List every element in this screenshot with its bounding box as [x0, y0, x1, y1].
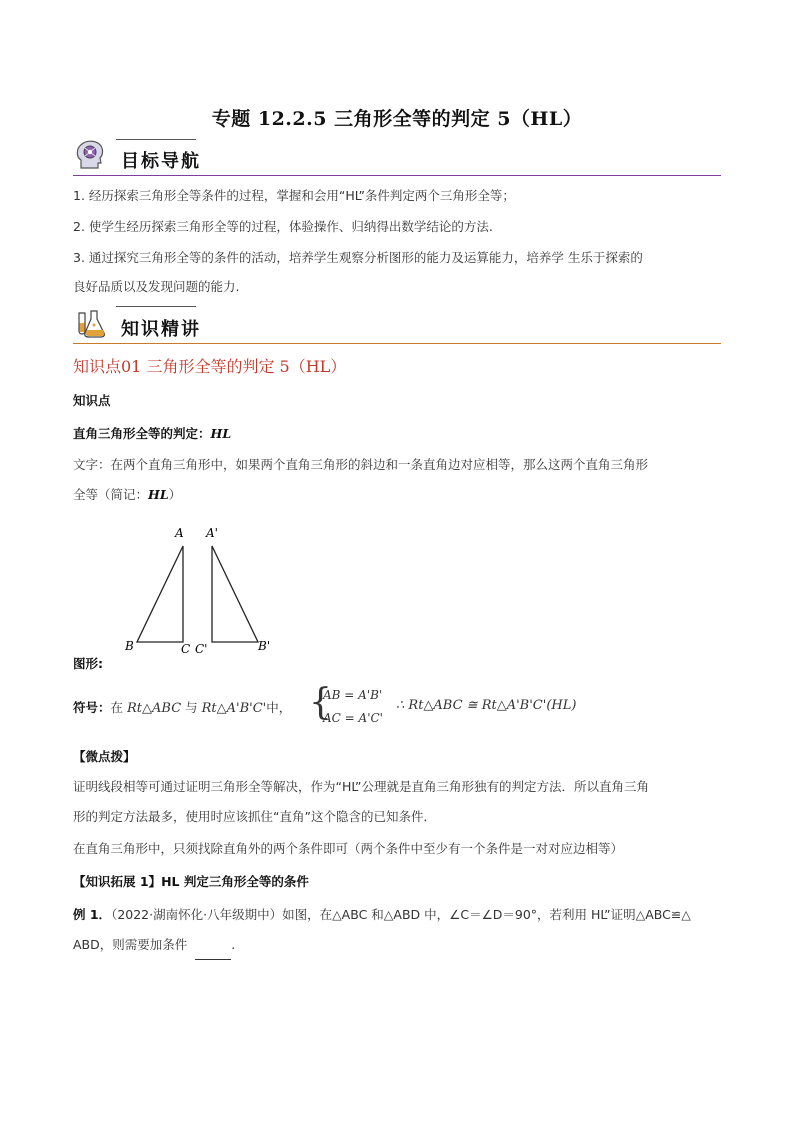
triangle-a2b2c2: [212, 546, 258, 642]
symbol-label: 符号：: [73, 700, 111, 715]
text-line-1: [73, 450, 723, 480]
tip-header: 【微点拨】: [73, 749, 136, 764]
triangles-figure: [115, 520, 295, 660]
triangle-1-name: Rt△ABC: [127, 701, 182, 716]
answer-blank[interactable]: [195, 947, 231, 960]
section-top-rule: [116, 306, 196, 307]
section-divider-knowledge: [73, 343, 721, 344]
section-title-knowledge: 知识精讲: [121, 319, 201, 340]
text-line2-suffix: ）: [168, 487, 182, 502]
rule-label: 直角三角形全等的判定：: [73, 426, 211, 441]
goal-item-2: 2. 使学生经历探索三角形全等的过程，体验操作、归纳得出数学结论的方法.: [73, 219, 493, 234]
tip-line-2: 形的判定方法最多，使用时应该抓住“直角”这个隐含的已知条件．: [73, 809, 436, 824]
text-body: 在两个直角三角形中，如果两个直角三角形的斜边和一条直角边对应相等，那么这两个直角三角形: [110, 457, 649, 472]
triangle-2-name: Rt△A'B'C': [201, 701, 267, 716]
page-title: 专题 12.2.5 三角形全等的判定 5（HL）: [211, 108, 583, 130]
tip-line-3: 在直角三角形中，只须找除直角外的两个条件即可（两个条件中至少有一个条件是一对对应边相等）: [73, 841, 624, 856]
system-brace: {: [309, 682, 332, 723]
extension-header: [73, 872, 309, 890]
example-label: 例 1．: [73, 907, 112, 922]
example-line-2: ABD，则需要加条件 .: [73, 930, 723, 960]
goal-item-1: 1. 经历探索三角形全等条件的过程，掌握和会用“HL”条件判定两个三角形全等；: [73, 188, 515, 203]
vertex-label-c: C: [181, 642, 191, 656]
example-text-1: （2022·湖南怀化·八年级期中）如图，在△ABC 和△ABD 中，∠C＝∠D＝90°，若利用 HL”证明△ABC≌△: [111, 907, 691, 922]
triangle-abc: [137, 546, 183, 642]
goal-item-3-cont: 良好品质以及发现问题的能力.: [73, 279, 240, 294]
brain-gear-icon: [73, 138, 107, 172]
symbol-line: [73, 698, 291, 716]
vertex-label-a-prime: A': [206, 526, 218, 540]
knowledge-subhead: 知识点: [73, 393, 111, 408]
text-line2-value: HL: [148, 487, 169, 502]
tip-line-1: 证明线段相等可通过证明三角形全等解决，作为“HL”公理就是直角三角形独有的判定方法．所以直角三角: [73, 779, 650, 794]
knowledge-point-title: 知识点01 三角形全等的判定 5（HL）: [73, 357, 347, 376]
goal-item-3: 3. 通过探究三角形全等的条件的活动，培养学生观察分析图形的能力及运算能力，培养学 生乐于探索的: [73, 250, 643, 265]
rule-line: [73, 419, 723, 449]
extension-tag: 【知识拓展 1】: [73, 874, 162, 889]
symbol-in: 中，: [266, 700, 292, 715]
rule-value: HL: [210, 426, 232, 441]
example-line-1: [73, 900, 723, 930]
lab-flask-icon: [73, 305, 107, 339]
text-line-2: [73, 480, 723, 510]
conclusion: ∴ Rt△ABC ≅ Rt△A'B'C'(HL): [396, 698, 577, 713]
equation-1: AB = A'B': [323, 688, 383, 702]
section-divider-goals: [73, 175, 721, 176]
equation-2: AC = A'C': [323, 711, 383, 725]
vertex-label-b-prime: B': [258, 639, 271, 653]
symbol-and: 与: [185, 700, 198, 715]
text-line2-prefix: 全等（简记：: [73, 487, 149, 502]
example-text-2: ABD，则需要加条件: [73, 937, 188, 952]
figure-label: 图形:: [73, 656, 103, 671]
section-top-rule: [116, 139, 196, 140]
text-label: 文字：: [73, 457, 111, 472]
symbol-prefix: 在: [110, 700, 124, 715]
vertex-label-a: A: [175, 526, 184, 540]
vertex-label-b: B: [125, 639, 134, 653]
vertex-label-c-prime: C': [195, 642, 208, 656]
section-title-goals: 目标导航: [121, 151, 201, 172]
extension-title: HL 判定三角形全等的条件: [161, 874, 309, 889]
